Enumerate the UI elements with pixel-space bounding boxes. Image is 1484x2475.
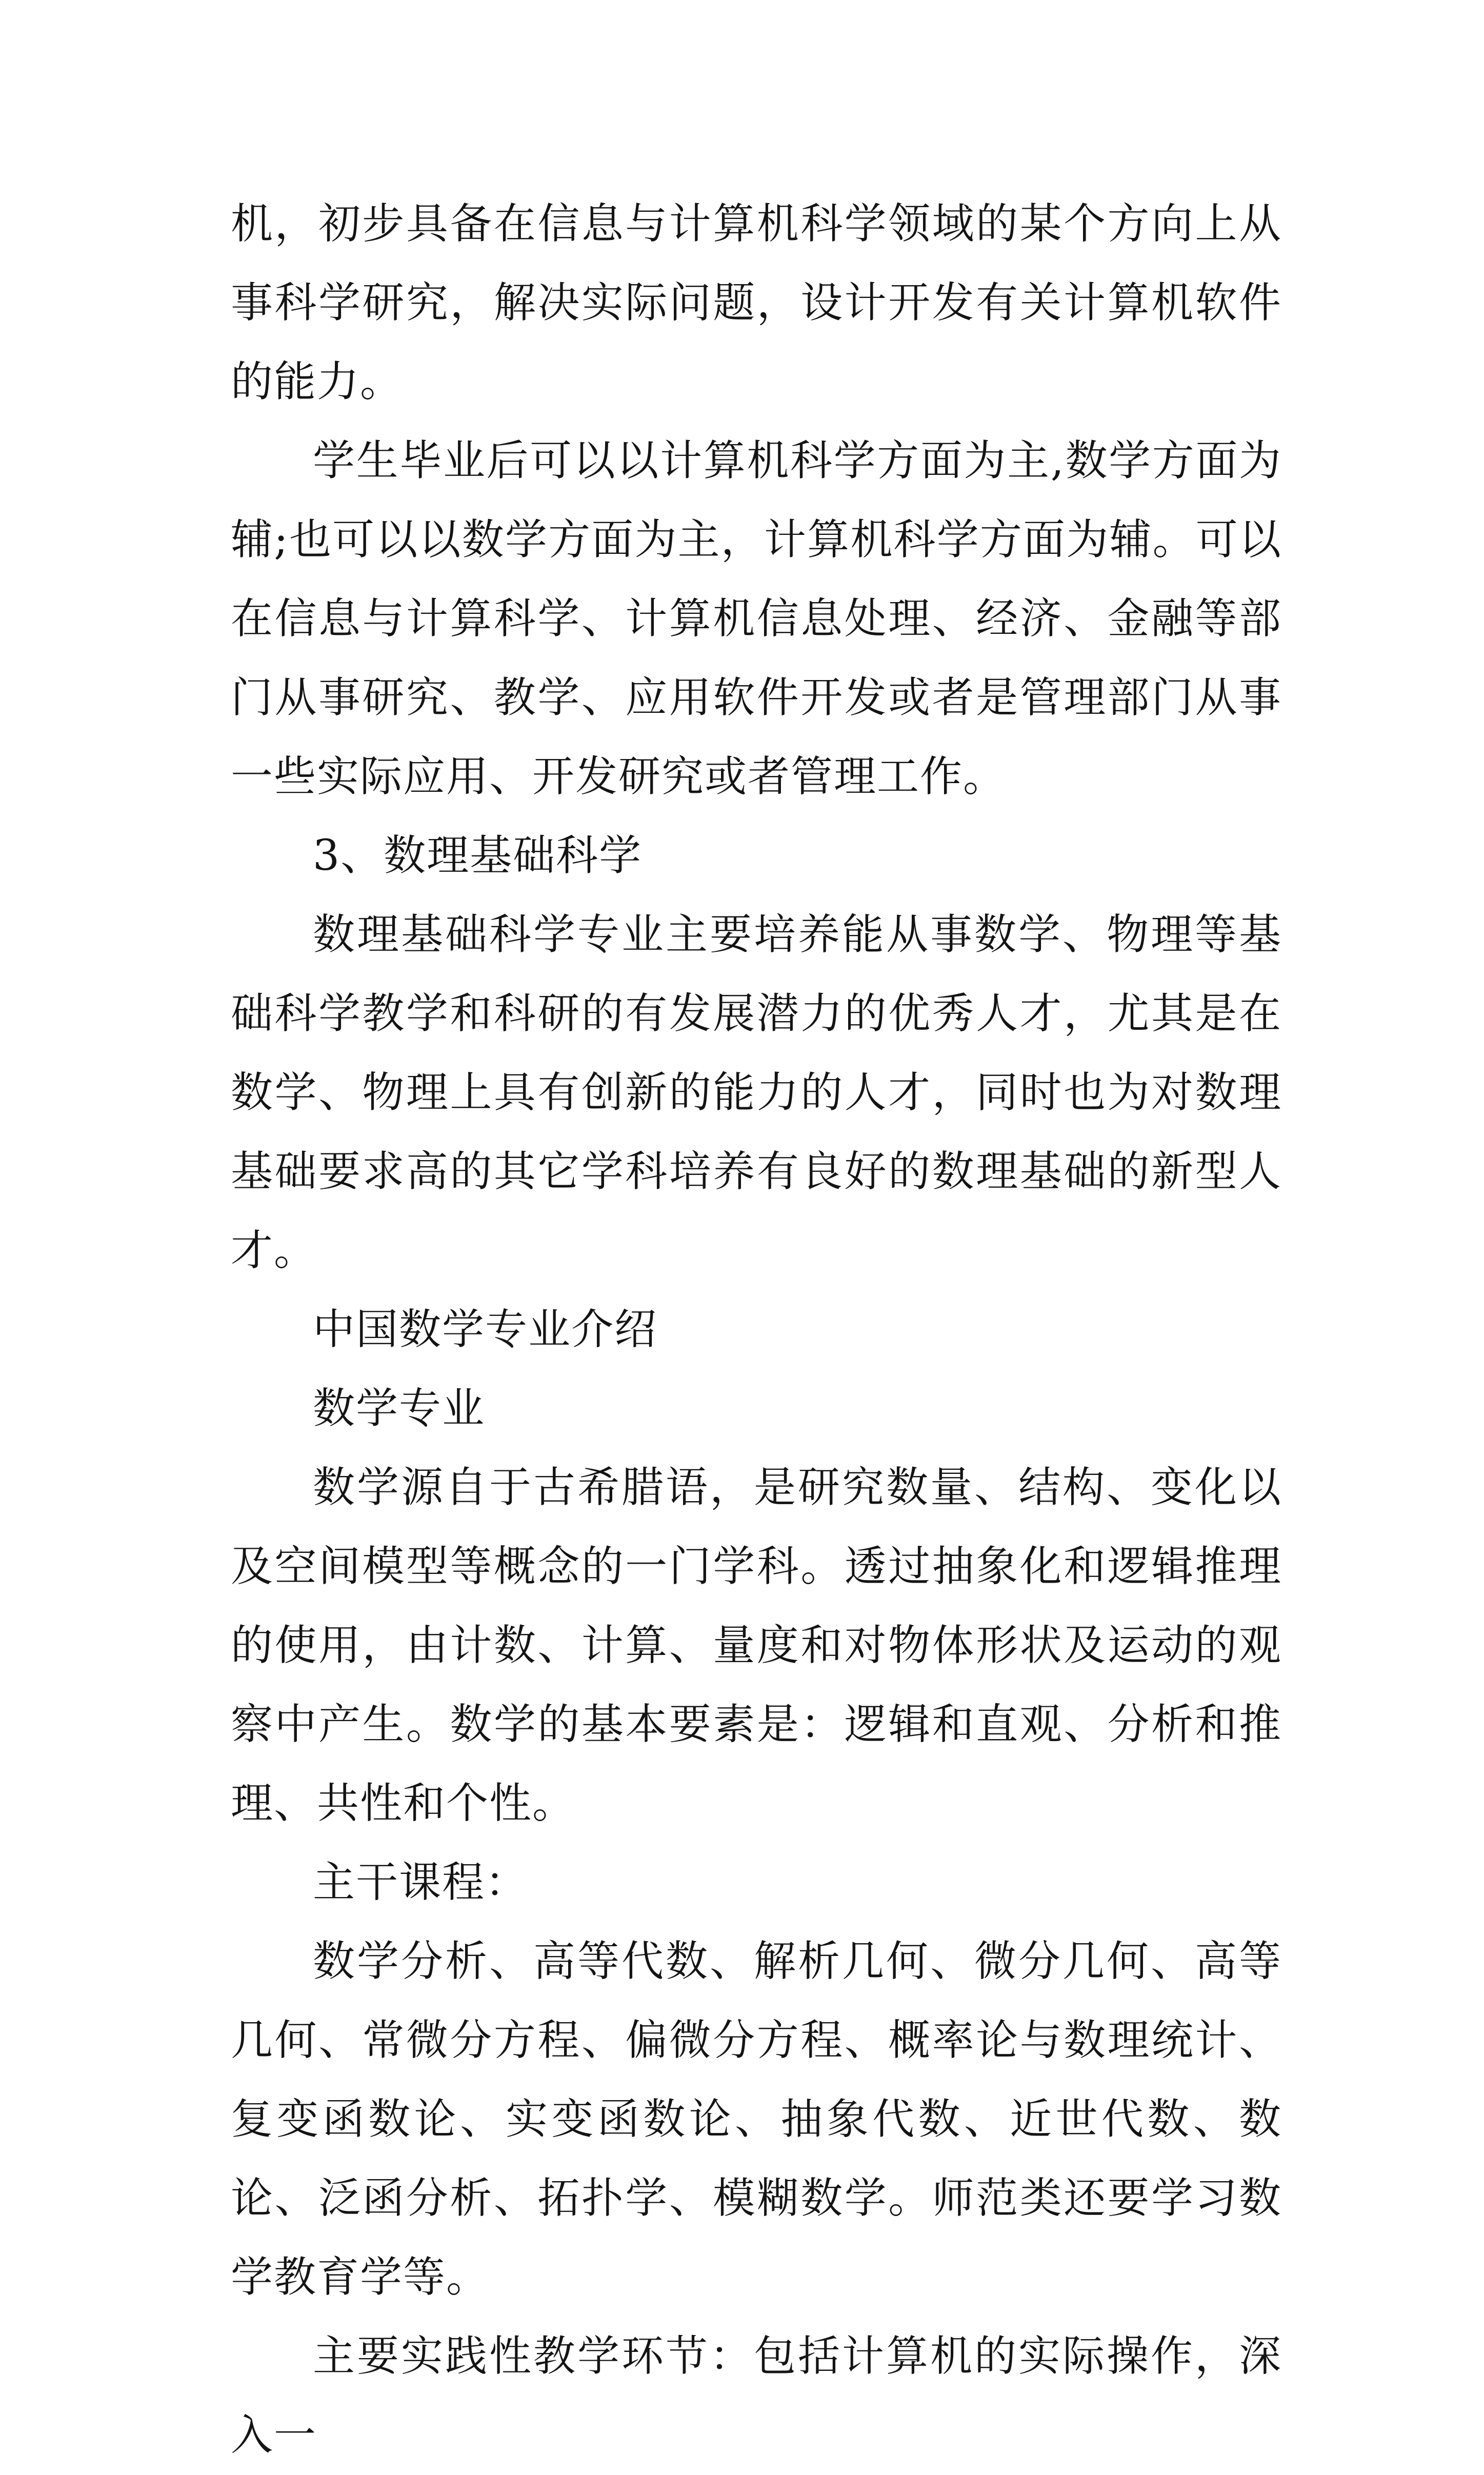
paragraph-course-list: 数学分析、高等代数、解析几何、微分几何、高等几何、常微分方程、偏微分方程、概率论与数理统计、复变函数论、实变函数论、抽象代数、近世代数、数论、泛函分析、拓扑学、模糊数学。师范类还要学习数学教育学等。 (231, 1937, 1282, 2302)
heading-math-major: 数学专业 (313, 1384, 486, 1433)
heading-main-courses: 主干课程： (313, 1858, 529, 1907)
paragraph-practical-teaching: 主要实践性教学环节：包括计算机的实际操作，深入一 (231, 2332, 1282, 2460)
paragraph-math-physics-science: 数理基础科学专业主要培养能从事数学、物理等基础科学教学和科研的有发展潜力的优秀人才，尤其是在数学、物理上具有创新的能力的人才，同时也为对数理基础要求高的其它学科培养有良好的数理基础的新型人才。 (231, 910, 1282, 1275)
paragraph-continuation: 机，初步具备在信息与计算机科学领域的某个方向上从事科学研究，解决实际问题，设计开发有关计算机软件的能力。 (231, 199, 1282, 406)
document-body (231, 185, 1282, 2475)
section-heading-math-physics-science: 3、数理基础科学 (313, 831, 643, 880)
paragraph-career-options: 学生毕业后可以以计算机科学方面为主,数学方面为辅;也可以以数学方面为主，计算机科学方面为辅。可以在信息与计算科学、计算机信息处理、经济、金融等部门从事研究、教学、应用软件开发或者是管理部门从事一些实际应用、开发研究或者管理工作。 (231, 436, 1282, 801)
paragraph-math-definition: 数学源自于古希腊语，是研究数量、结构、变化以及空间模型等概念的一门学科。透过抽象化和逻辑推理的使用，由计数、计算、量度和对物体形状及运动的观察中产生。数学的基本要素是：逻辑和直观、分析和推理、共性和个性。 (231, 1463, 1282, 1828)
heading-china-math-major-intro: 中国数学专业介绍 (313, 1305, 658, 1354)
